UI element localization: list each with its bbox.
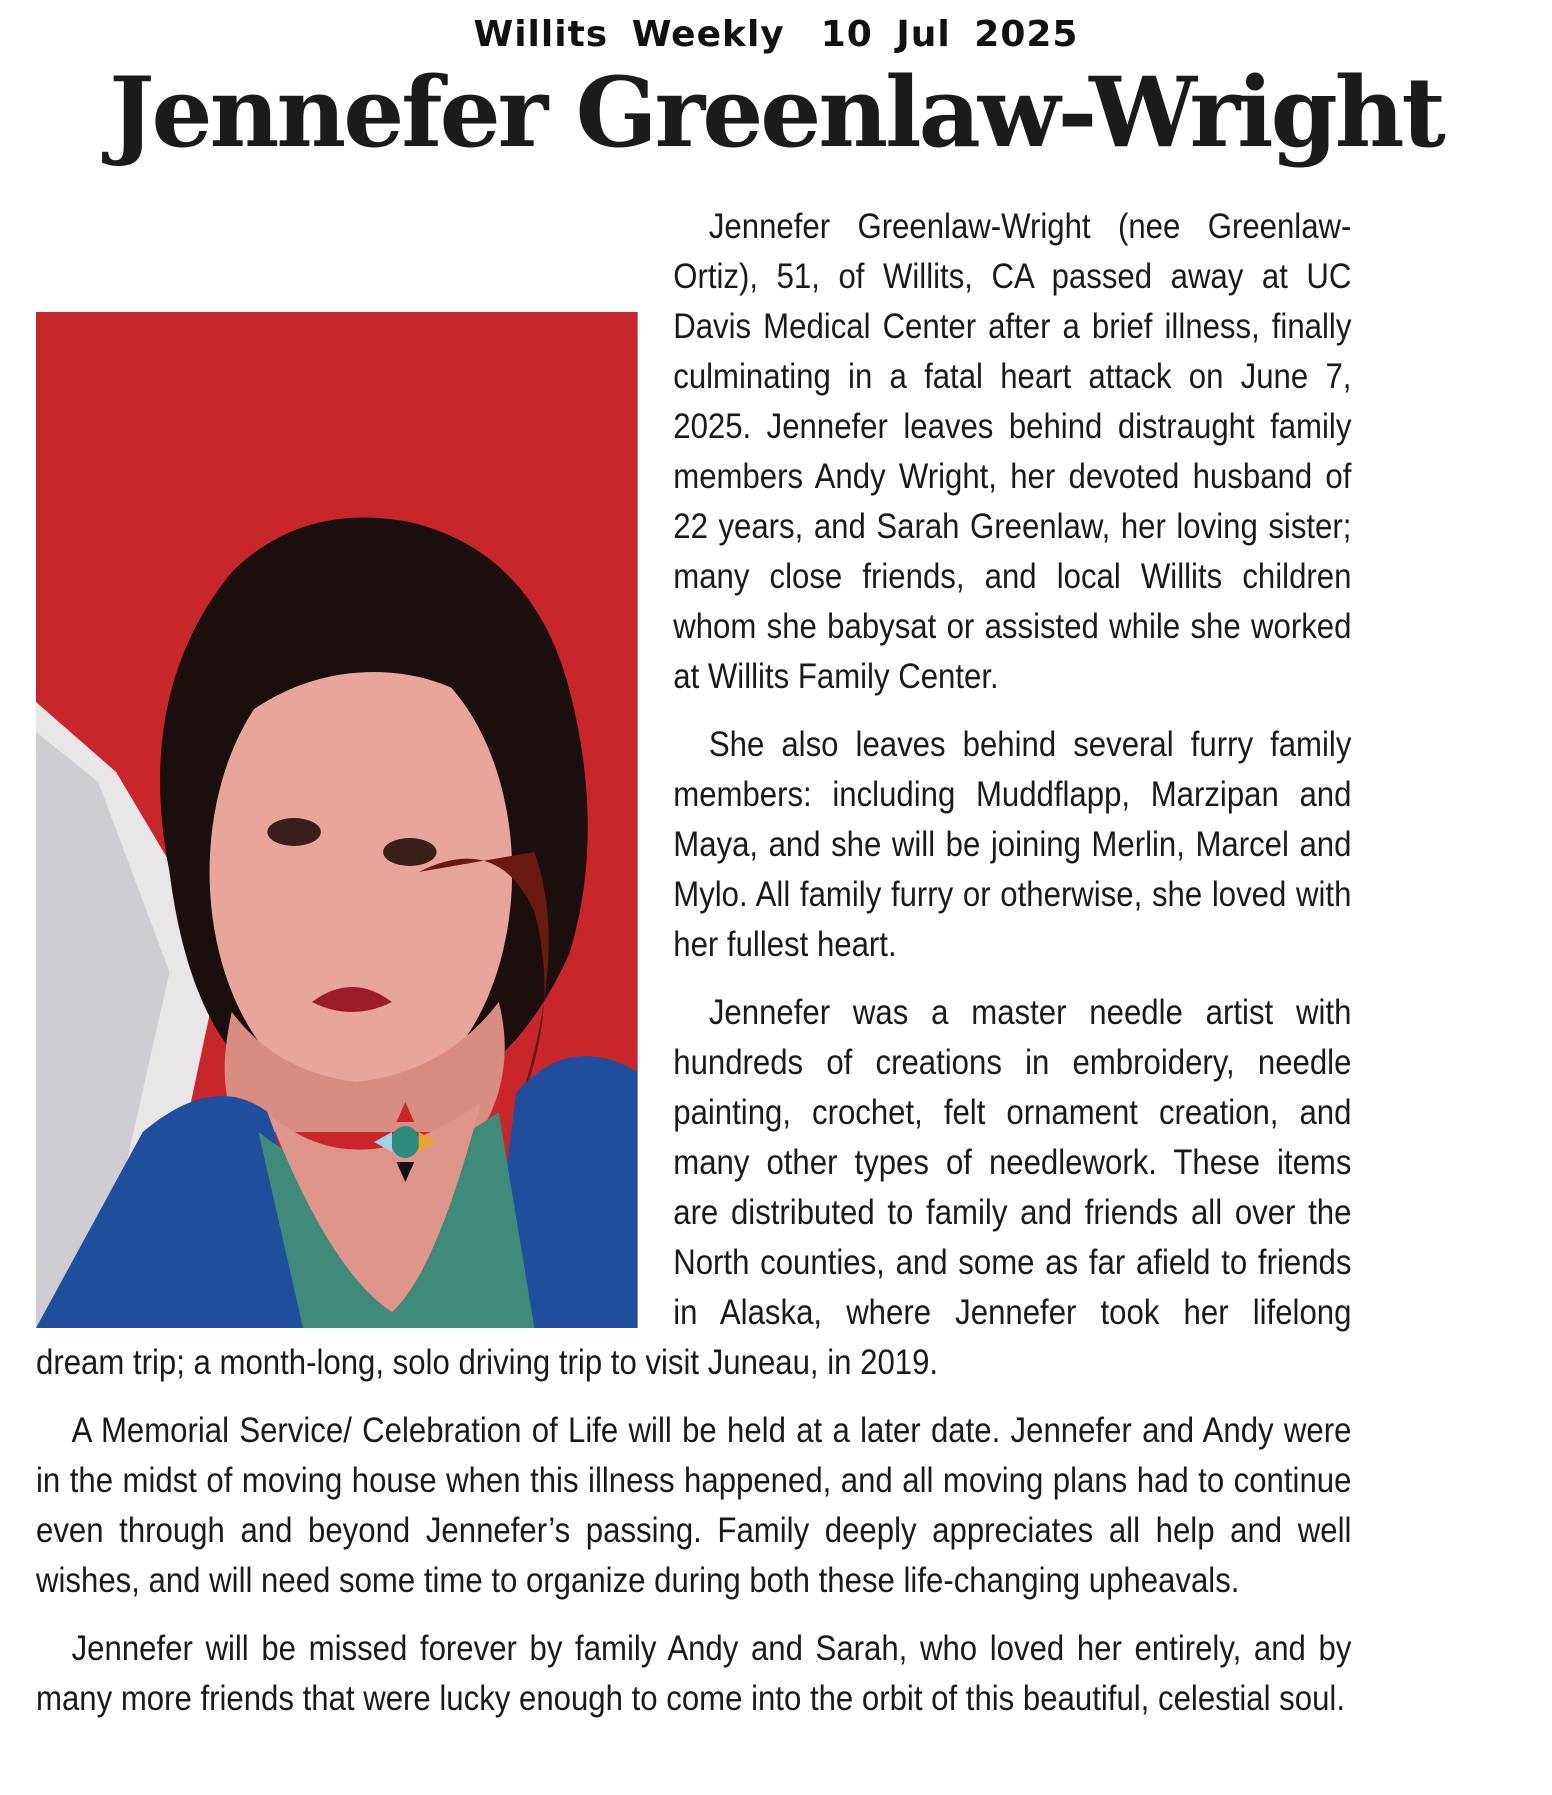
obituary-paragraph-4: A Memorial Service/ Celebration of Life will be held at a later date. Jennefer and Andy were in the midst of moving house when this illness happened, and all moving plans had to continue even through and beyond Jennefer’s passing. Family deeply appreciates all help and well wishes, and will need some time to organize during both these life-changing upheavals.	[36, 1411, 1352, 1600]
obituary-paragraph-1: Jennefer Greenlaw-Wright (nee Greenlaw-Ortiz), 51, of Willits, CA passed away at UC Davis Medical Center after a brief illness, finally culminating in a fatal heart attack on June 7, 2025. Jennefer leaves behind distraught family members Andy Wright, her devoted husband of 22 years, and Sarah Greenlaw, her loving sister; many close friends, and local Willits children whom she babysat or assisted while she worked at Willits Family Center.	[673, 207, 1352, 696]
masthead	[0, 14, 1552, 55]
publication-name: Willits Weekly	[473, 14, 785, 55]
obituary-title: Jennefer Greenlaw-Wright	[109, 56, 1443, 169]
portrait-illustration	[36, 312, 638, 1328]
publication-date: 10 Jul 2025	[820, 14, 1079, 55]
obituary-paragraph-2: She also leaves behind several furry family members: including Muddflapp, Marzipan and Maya, and she will be joining Merlin, Marcel and Mylo. All family furry or otherwise, she loved with her fullest heart.	[673, 725, 1352, 964]
obituary-paragraph-5: Jennefer will be missed forever by family Andy and Sarah, who loved her entirely, and by many more friends that were lucky enough to come into the orbit of this beautiful, celestial soul.	[36, 1629, 1352, 1718]
portrait-photo	[36, 312, 638, 1328]
obituary-paragraph-3: Jennefer was a master needle artist with hundreds of creations in embroidery, needle painting, crochet, felt ornament creation, and many other types of needlework. These items are distributed to family and friends all over the North counties, and some as far afield to friends in Alaska, where Jennefer took her lifelong dream trip; a month-long, solo driving trip to visit Juneau, in 2019.	[36, 993, 1352, 1382]
obituary-body	[36, 202, 1351, 1742]
